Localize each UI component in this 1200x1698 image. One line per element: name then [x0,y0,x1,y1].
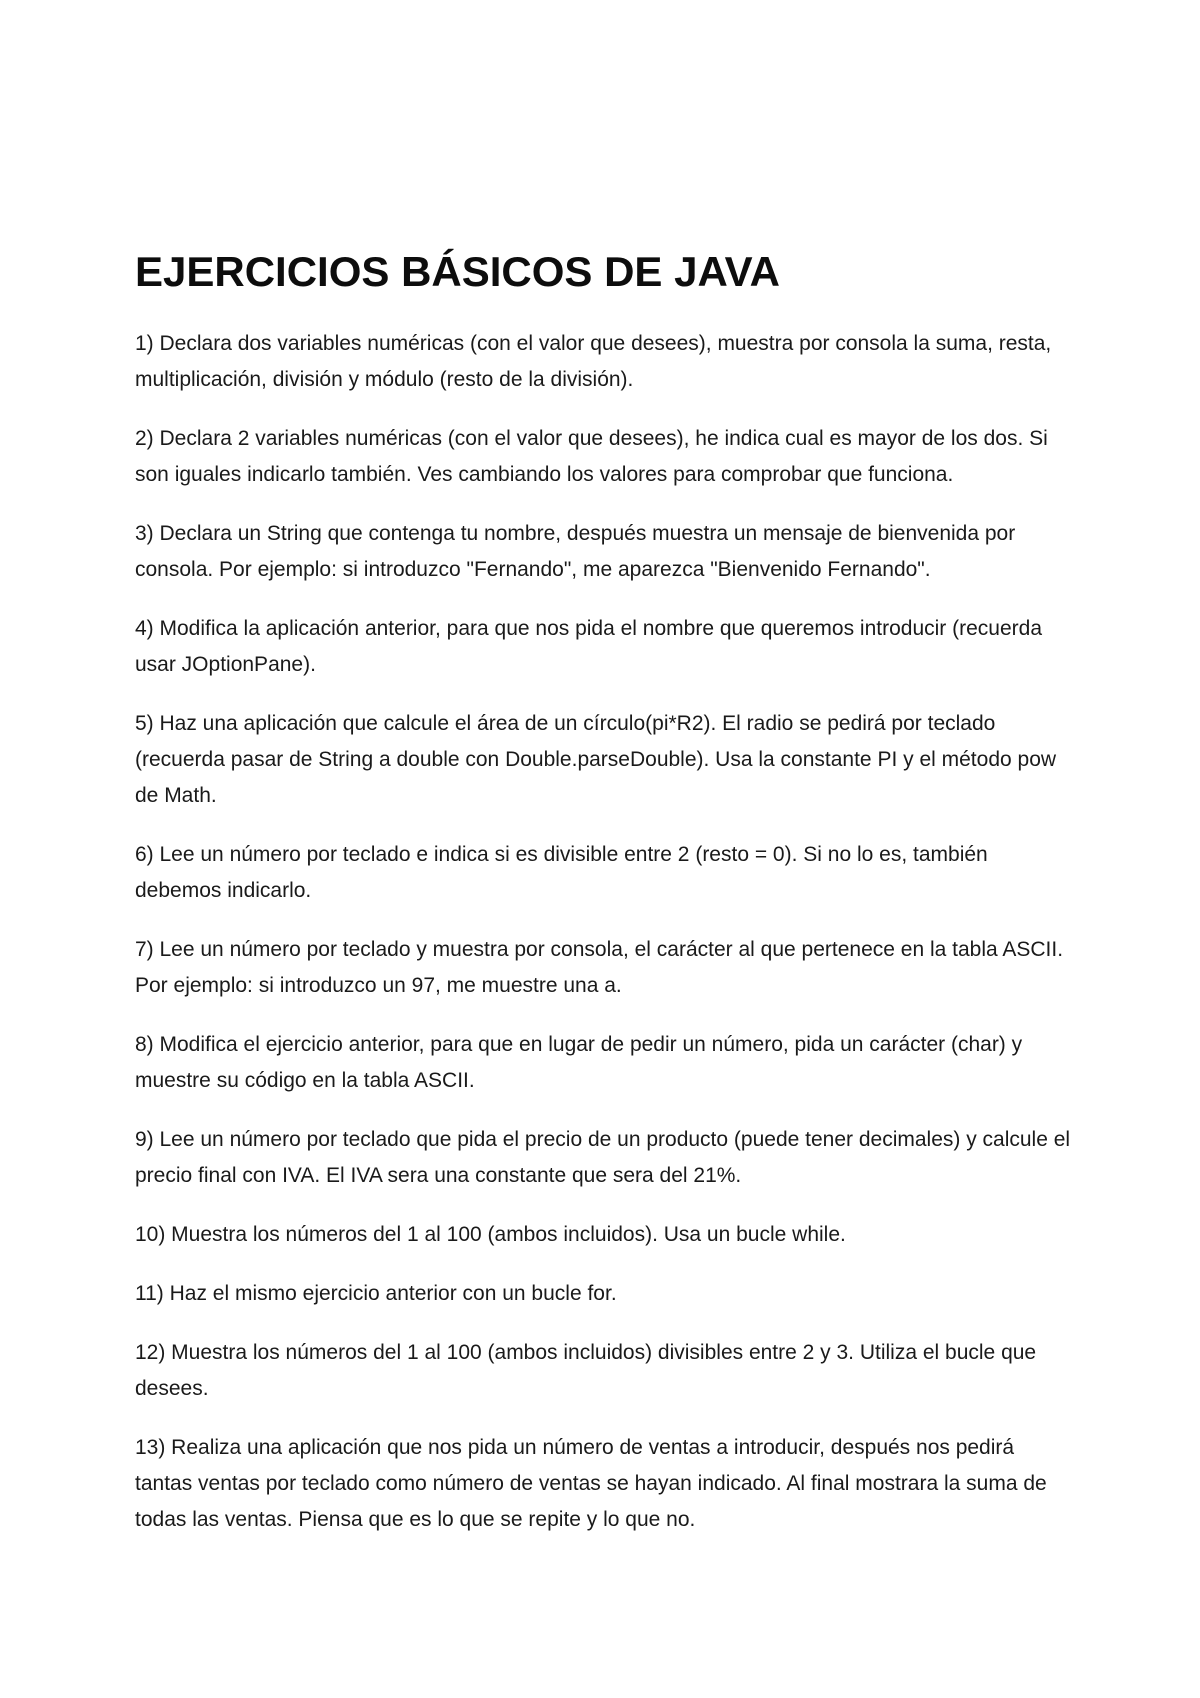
exercise-9: 9) Lee un número por teclado que pida el precio de un producto (puede tener decimales) y calcule el precio final con IVA. El IVA sera una constante que sera del 21%. [135,1128,1071,1187]
document-title: EJERCICIOS BÁSICOS DE JAVA [135,248,780,295]
exercise-list [135,326,1075,1538]
exercise-12: 12) Muestra los números del 1 al 100 (ambos incluidos) divisibles entre 2 y 3. Utiliza el bucle que desees. [135,1341,1037,1400]
exercise-8: 8) Modifica el ejercicio anterior, para que en lugar de pedir un número, pida un carácter (char) y muestre su código en la tabla ASCII. [135,1033,1023,1092]
exercise-13: 13) Realiza una aplicación que nos pida un número de ventas a introducir, después nos pedirá tantas ventas por teclado como número de ventas se hayan indicado. Al final mostrara la suma de todas las ventas. Piensa que es lo que se repite y lo que no. [135,1436,1047,1531]
exercise-6: 6) Lee un número por teclado e indica si es divisible entre 2 (resto = 0). Si no lo es, también debemos indicarlo. [135,843,988,902]
exercise-2: 2) Declara 2 variables numéricas (con el valor que desees), he indica cual es mayor de los dos. Si son iguales indicarlo también. Ves cambiando los valores para comprobar que funciona. [135,427,1048,486]
exercise-10: 10) Muestra los números del 1 al 100 (ambos incluidos). Usa un bucle while. [135,1223,846,1246]
exercise-1: 1) Declara dos variables numéricas (con el valor que desees), muestra por consola la suma, resta, multiplicación, división y módulo (resto de la división). [135,332,1052,391]
exercise-4: 4) Modifica la aplicación anterior, para que nos pida el nombre que queremos introducir (recuerda usar JOptionPane). [135,617,1043,676]
exercise-7: 7) Lee un número por teclado y muestra por consola, el carácter al que pertenece en la tabla ASCII. Por ejemplo: si introduzco un 97, me muestre una a. [135,938,1064,997]
exercise-5: 5) Haz una aplicación que calcule el área de un círculo(pi*R2). El radio se pedirá por teclado (recuerda pasar de String a double con Double.parseDouble). Usa la constante PI y el método pow de Math. [135,712,1057,807]
exercise-3: 3) Declara un String que contenga tu nombre, después muestra un mensaje de bienvenida por consola. Por ejemplo: si introduzco "Fernando", me aparezca "Bienvenido Fernando". [135,522,1016,581]
document-content [135,247,1075,1561]
exercise-11: 11) Haz el mismo ejercicio anterior con un bucle for. [135,1282,617,1305]
